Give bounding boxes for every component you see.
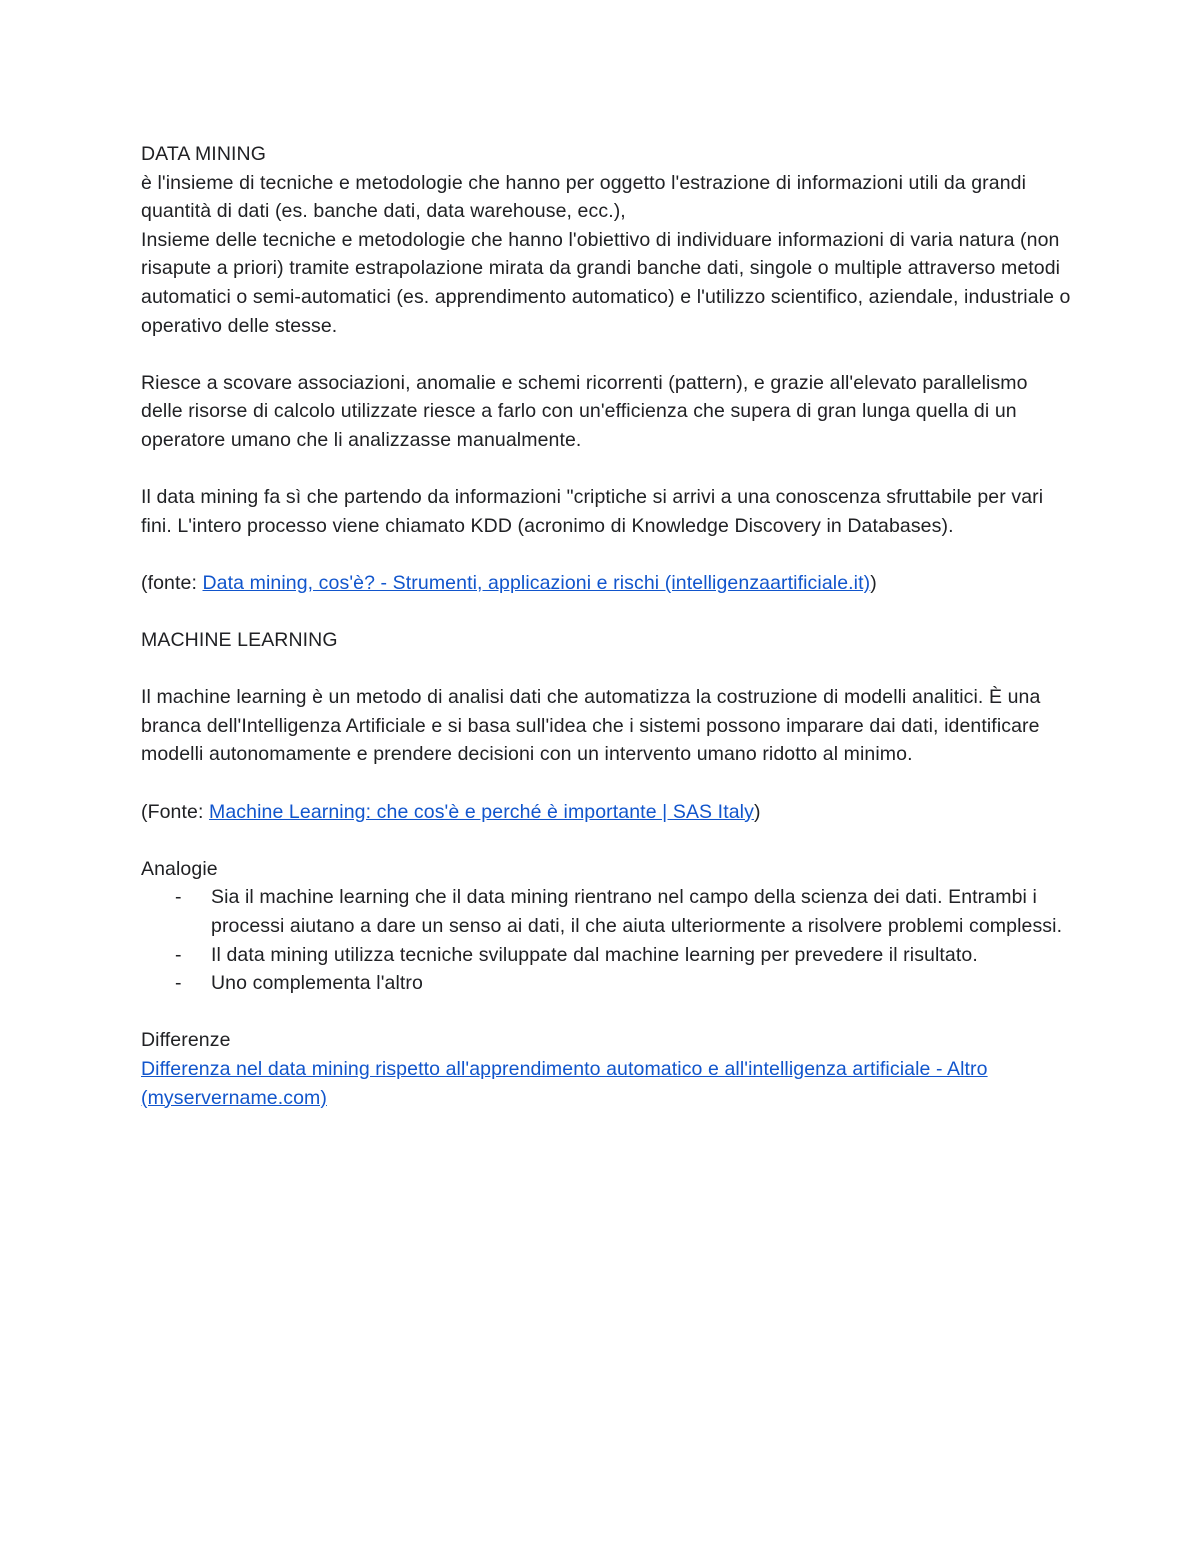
data-mining-definition-2: Insieme delle tecniche e metodologie che hanno l'obiettivo di individuare informazioni di varia natura (non risapute a priori) tramite estrapolazione mirata da grandi banche dati, singole o multiple attraverso metodi automatici o semi-automatici (es. apprendimento automatico) e l'utilizzo scientifico, aziendale, industriale o operativo delle stesse. (141, 228, 1071, 337)
spacer (141, 655, 1071, 684)
spacer (141, 340, 1071, 369)
list-item (175, 969, 1071, 998)
analogie-list (141, 883, 1071, 997)
dash-bullet: - (175, 972, 182, 995)
data-mining-source-link[interactable]: Data mining, cos'è? - Strumenti, applicazioni e rischi (intelligenzaartificiale.it) (202, 571, 871, 594)
spacer (141, 998, 1071, 1027)
source-suffix: ) (753, 800, 761, 823)
list-item-text: Il data mining utilizza tecniche sviluppate dal machine learning per prevedere il risultato. (211, 943, 978, 966)
source-suffix: ) (870, 571, 877, 594)
differenze-link[interactable]: Differenza nel data mining rispetto all'apprendimento automatico e all'intelligenza artificiale - Altro (myservername.com) (141, 1058, 988, 1109)
spacer (141, 540, 1071, 569)
data-mining-heading: DATA MINING (141, 143, 266, 165)
data-mining-paragraph-2: Riesce a scovare associazioni, anomalie e schemi ricorrenti (pattern), e grazie all'elevato parallelismo delle risorse di calcolo utilizzate riesce a farlo con un'efficienza che supera di gran lunga quella di un operatore umano che li analizzasse manualmente. (141, 371, 1028, 451)
data-mining-definition-1: è l'insieme di tecniche e metodologie che hanno per oggetto l'estrazione di informazioni utili da grandi quantità di dati (es. banche dati, data warehouse, ecc.), (141, 171, 1027, 223)
analogie-heading: Analogie (141, 857, 218, 880)
source-prefix: (fonte: (141, 571, 203, 594)
machine-learning-paragraph: Il machine learning è un metodo di analisi dati che automatizza la costruzione di modelli analitici. È una branca dell'Intelligenza Artificiale e si basa sull'idea che i sistemi possono imparare dai dati, identificare modelli autonomamente e prendere decisioni con un intervento umano ridotto al minimo. (141, 686, 1041, 766)
spacer (141, 455, 1071, 484)
list-item-text: Uno complementa l'altro (211, 972, 423, 995)
list-item (175, 883, 1071, 940)
spacer (141, 769, 1071, 798)
differenze-source (141, 1055, 1071, 1112)
differenze-heading: Differenze (141, 1029, 231, 1052)
data-mining-source (141, 569, 1071, 598)
machine-learning-heading: MACHINE LEARNING (141, 629, 338, 652)
document-page (141, 140, 1071, 1112)
machine-learning-source-link[interactable]: Machine Learning: che cos'è e perché è importante | SAS Italy (209, 800, 754, 823)
dash-bullet: - (175, 886, 182, 909)
spacer (141, 598, 1071, 627)
machine-learning-source (141, 798, 1071, 827)
source-prefix: (Fonte: (141, 800, 209, 823)
data-mining-paragraph-3: Il data mining fa sì che partendo da informazioni "criptiche si arrivi a una conoscenza sfruttabile per vari fini. L'intero processo viene chiamato KDD (acronimo di Knowledge Discovery in Databases). (141, 486, 1044, 537)
list-item (175, 941, 1071, 970)
dash-bullet: - (175, 943, 182, 966)
list-item-text: Sia il machine learning che il data mining rientrano nel campo della scienza dei dati. Entrambi i processi aiutano a dare un senso ai dati, il che aiuta ulteriormente a risolvere problemi complessi. (211, 886, 1063, 938)
spacer (141, 826, 1071, 855)
